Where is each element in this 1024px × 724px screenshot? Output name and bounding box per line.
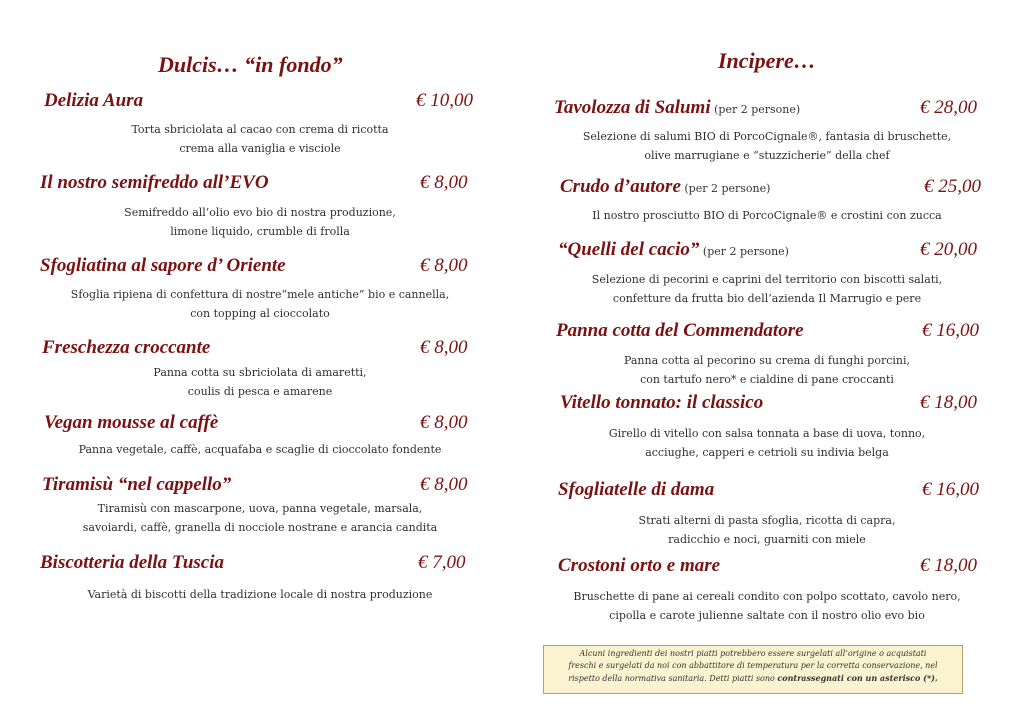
item-portion-note: (per 2 persone) xyxy=(710,103,801,116)
item-name: Tiramisù “nel cappello” xyxy=(42,474,232,495)
item-price: € 16,00 xyxy=(922,479,979,500)
item-description: Torta sbriciolata al cacao con crema di ricotta crema alla vaniglia e visciole xyxy=(131,123,389,155)
item-price: € 8,00 xyxy=(420,255,468,276)
item-name: Delizia Aura xyxy=(44,90,144,111)
item-portion-note: (per 2 persone) xyxy=(699,245,789,258)
item-price: € 18,00 xyxy=(920,392,977,413)
dessert-section-title: Dulcis… “in fondo” xyxy=(158,52,343,77)
item-description: Tiramisù con mascarpone, uova, panna vegetale, marsala, savoiardi, caffè, granella di nocciole nostrane e arancia candita xyxy=(82,502,438,534)
item-description: Panna cotta al pecorino su crema di funghi porcini, con tartufo nero* e cialdine di pane croccanti xyxy=(623,354,911,386)
item-price: € 7,00 xyxy=(418,552,466,573)
item-price: € 10,00 xyxy=(416,90,473,111)
item-price: € 20,00 xyxy=(920,239,977,260)
allergen-notice-box xyxy=(543,645,963,694)
item-description: Girello di vitello con salsa tonnata a base di uova, tonno, acciughe, capperi e cetrioli su indivia belga xyxy=(608,427,926,459)
item-description: Panna cotta su sbriciolata di amaretti, coulis di pesca e amarene xyxy=(153,366,367,398)
item-description: Semifreddo all’olio evo bio di nostra produzione, limone liquido, crumble di frolla xyxy=(124,206,396,238)
item-name: Il nostro semifreddo all’EVO xyxy=(40,172,269,193)
item-description: Bruschette di pane ai cereali condito con polpo scottato, cavolo nero, cipolla e carote julienne saltate con il nostro olio evo bio xyxy=(573,590,961,622)
notice-line: Alcuni ingredienti dei nostri piatti potrebbero essere surgelati all’origine o acquistati xyxy=(579,649,927,658)
item-name: Vegan mousse al caffè xyxy=(44,412,219,433)
notice-emphasis: contrassegnati con un asterisco (*). xyxy=(777,673,938,683)
item-price: € 8,00 xyxy=(420,412,468,433)
item-name: Crostoni orto e mare xyxy=(558,555,721,576)
item-name: “Quelli del cacio” (per 2 persone) xyxy=(558,239,789,260)
item-description: Strati alterni di pasta sfoglia, ricotta di capra, radicchio e noci, guarniti con miele xyxy=(638,514,896,546)
item-name: Sfogliatelle di dama xyxy=(558,479,715,500)
item-price: € 8,00 xyxy=(420,172,468,193)
item-description: Selezione di pecorini e caprini del territorio con biscotti salati, confetture da frutta bio dell’azienda Il Marrugio e pere xyxy=(591,273,943,305)
item-price: € 8,00 xyxy=(420,474,468,495)
starters-section-title: Incipere… xyxy=(718,48,816,73)
item-name: Biscotteria della Tuscia xyxy=(40,552,225,573)
item-name: Panna cotta del Commendatore xyxy=(556,320,804,341)
item-name: Vitello tonnato: il classico xyxy=(560,392,764,413)
item-price: € 25,00 xyxy=(924,176,981,197)
item-description: Varietà di biscotti della tradizione locale di nostra produzione xyxy=(87,588,433,601)
item-description: Il nostro prosciutto BIO di PorcoCignale® e crostini con zucca xyxy=(592,209,942,222)
item-price: € 16,00 xyxy=(922,320,979,341)
item-name: Crudo d’autore (per 2 persone) xyxy=(560,176,771,197)
notice-line: rispetto della normativa sanitaria. Detti piatti sono contrassegnati con un asterisco (*). xyxy=(568,673,938,683)
notice-line: freschi e surgelati da noi con abbattitore di temperatura per la corretta conservazione, nel xyxy=(568,661,938,670)
item-description: Sfoglia ripiena di confettura di nostre“mele antiche” bio e cannella, con topping al cioccolato xyxy=(70,288,450,320)
item-price: € 8,00 xyxy=(420,337,468,358)
item-description: Panna vegetale, caffè, acquafaba e scaglie di cioccolato fondente xyxy=(78,443,442,456)
item-name: Sfogliatina al sapore d’ Oriente xyxy=(40,255,286,276)
item-name: Freschezza croccante xyxy=(42,337,211,358)
item-portion-note: (per 2 persone) xyxy=(680,182,771,195)
item-price: € 28,00 xyxy=(920,97,977,118)
item-price: € 18,00 xyxy=(920,555,977,576)
item-name: Tavolozza di Salumi (per 2 persone) xyxy=(554,97,801,118)
item-description: Selezione di salumi BIO di PorcoCignale®, fantasia di bruschette, olive marrugiane e “stuzzicherie” della chef xyxy=(582,130,952,162)
